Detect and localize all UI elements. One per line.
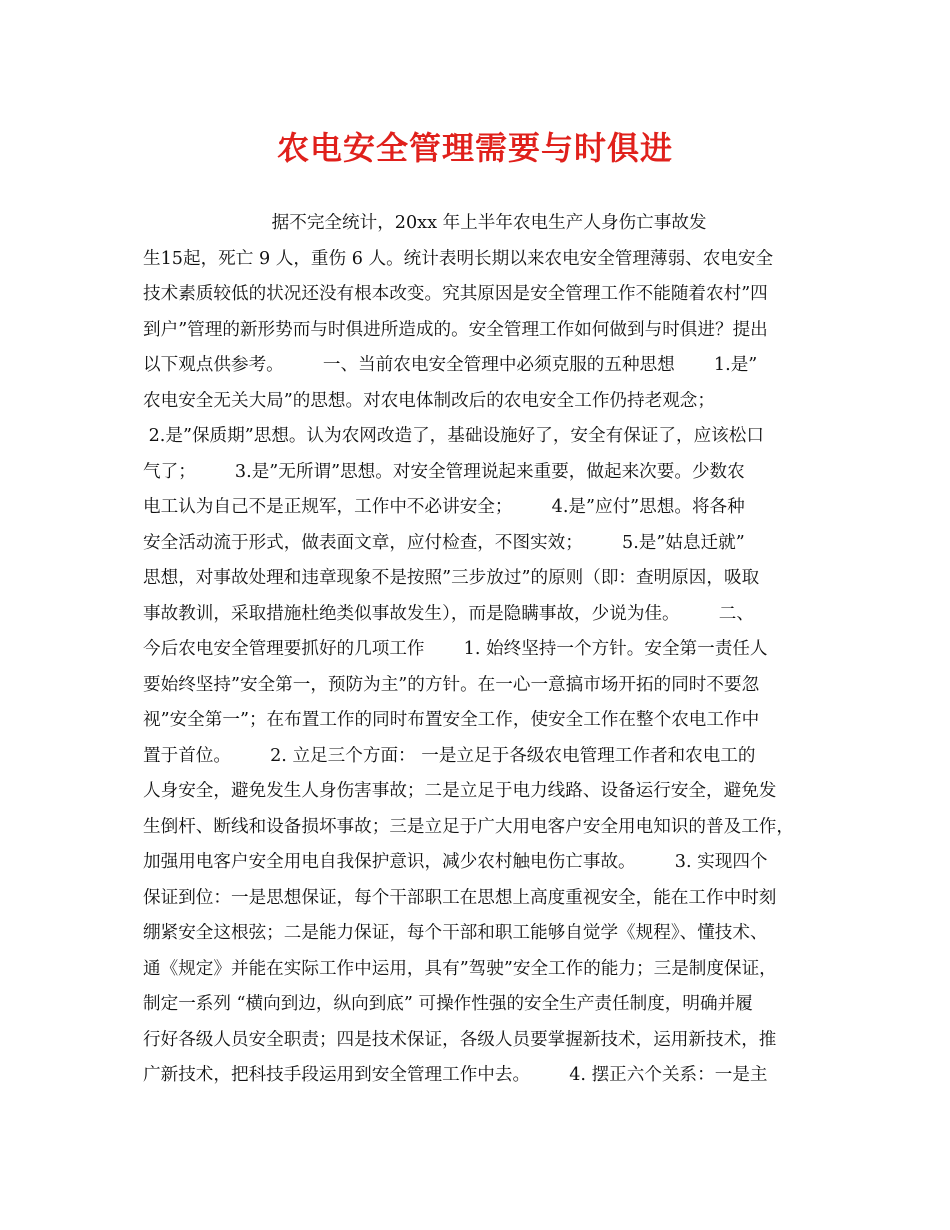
body-line: 保证到位：一是思想保证，每个干部职工在思想上高度重视安全，能在工作中时刻 bbox=[143, 887, 777, 908]
body-line: 制定一系列 “横向到边，纵向到底” 可操作性强的安全生产责任制度，明确并履 bbox=[143, 994, 753, 1014]
body-line: 置于首位。 2. 立足三个方面： 一是立足于各级农电管理工作者和农电工的 bbox=[143, 745, 756, 766]
body-line: 视”安全第一”；在布置工作的同时布置安全工作，使安全工作在整个农电工作中 bbox=[143, 710, 760, 730]
body-line: 要始终坚持”安全第一，预防为主”的方针。在一心一意搞市场开拓的同时不要忽 bbox=[143, 674, 760, 695]
body-line: 安全活动流于形式，做表面文章，应付检查，不图实效； 5.是”姑息迁就” bbox=[143, 532, 745, 553]
body-line: 通《规定》并能在实际工作中运用，具有”驾驶”安全工作的能力；三是制度保证， bbox=[143, 958, 777, 979]
document-body bbox=[143, 206, 823, 1094]
body-line: 行好各级人员安全职责；四是技术保证，各级人员要掌握新技术，运用新技术，推 bbox=[143, 1029, 777, 1050]
body-line: 绷紧安全这根弦；二是能力保证，每个干部和职工能够自觉学《规程》、懂技术、 bbox=[143, 923, 768, 943]
body-line: 以下观点供参考。 一、当前农电安全管理中必须克服的五种思想 1.是” bbox=[143, 355, 758, 375]
body-line: 事故教训，采取措施杜绝类似事故发生），而是隐瞒事故，少说为佳。 二、 bbox=[143, 603, 754, 624]
body-line: 到户”管理的新形势而与时俱进所造成的。安全管理工作如何做到与时俱进？提出 bbox=[143, 319, 768, 340]
body-line: 思想，对事故处理和违章现象不是按照”三步放过”的原则（即：查明原因，吸取 bbox=[143, 568, 760, 588]
body-line: 气了； 3.是”无所谓”思想。对安全管理说起来重要，做起来次要。少数农 bbox=[143, 461, 745, 482]
body-line: 农电安全无关大局”的思想。对农电体制改后的农电安全工作仍持老观念； bbox=[143, 390, 715, 411]
body-line: 今后农电安全管理要抓好的几项工作 1. 始终坚持一个方针。安全第一责任人 bbox=[143, 639, 768, 659]
document-title: 农电安全管理需要与时俱进 bbox=[276, 129, 673, 167]
body-line: 据不完全统计，20xx 年上半年农电生产人身伤亡事故发 bbox=[143, 213, 707, 233]
body-line: 技术素质较低的状况还没有根本改变。究其原因是安全管理工作不能随着农村”四 bbox=[143, 284, 768, 304]
body-line: 电工认为自己不是正规军，工作中不必讲安全； 4.是”应付”思想。将各种 bbox=[143, 497, 745, 517]
body-line: 生倒杆、断线和设备损坏事故；三是立足于广大用电客户安全用电知识的普及工作， bbox=[143, 816, 794, 837]
body-line: 加强用电客户安全用电自我保护意识，减少农村触电伤亡事故。 3. 实现四个 bbox=[143, 852, 768, 872]
body-line: 广新技术，把科技手段运用到安全管理工作中去。 4. 摆正六个关系：一是主 bbox=[143, 1065, 768, 1085]
body-line: 生15起，死亡 9 人，重伤 6 人。统计表明长期以来农电安全管理薄弱、农电安全 bbox=[143, 248, 774, 269]
body-line: 人身安全，避免发生人身伤害事故；二是立足于电力线路、设备运行安全，避免发 bbox=[143, 781, 777, 801]
body-line: 2.是”保质期”思想。认为农网改造了，基础设施好了，安全有保证了，应该松口 bbox=[143, 426, 764, 446]
